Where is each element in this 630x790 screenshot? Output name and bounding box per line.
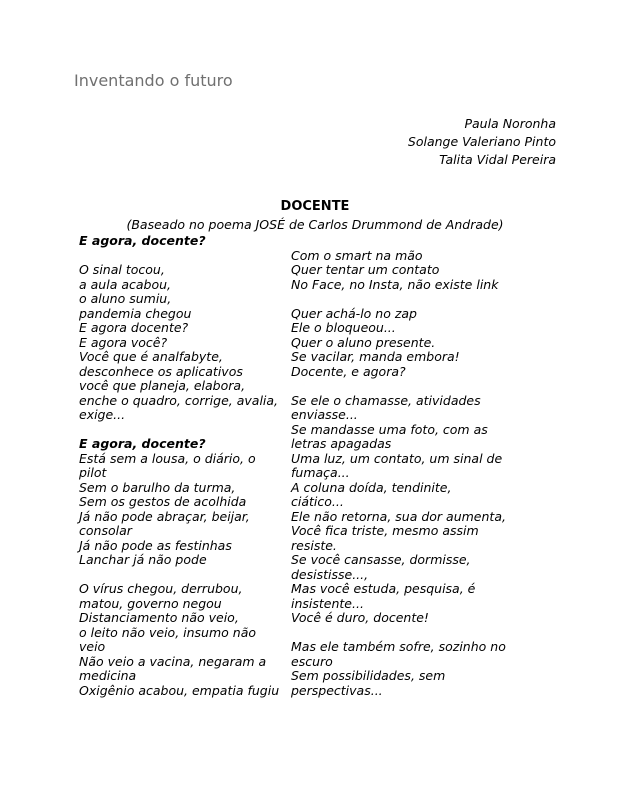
poem-line: No Face, no Insta, não existe link <box>291 276 499 292</box>
poem-line: Se você cansasse, dormisse, <box>291 552 471 567</box>
poem-line: consolar <box>79 523 132 538</box>
poem-line: Você que é analfabyte, <box>79 349 223 364</box>
poem-line: Já não pode as festinhas <box>79 537 232 553</box>
poem-line: Você fica triste, mesmo assim <box>291 523 479 538</box>
poem-line: você que planeja, elabora, <box>79 378 246 393</box>
author-name: Talita Vidal Pereira <box>439 152 556 167</box>
poem-subtitle: (Baseado no poema JOSÉ de Carlos Drummond de Andrade) <box>126 217 504 232</box>
poem-left-column <box>79 234 284 698</box>
poem-line: pandemia chegou <box>79 305 192 321</box>
poem-line: Está sem a lousa, o diário, o <box>79 450 256 466</box>
poem-right-column <box>291 234 516 698</box>
poem-line: veio <box>79 639 106 654</box>
stanza-refrain: E agora, docente? <box>79 436 206 451</box>
poem-line: medicina <box>79 668 137 683</box>
poem-line: matou, governo negou <box>79 595 222 611</box>
poem-line: O sinal tocou, <box>79 262 165 277</box>
poem-line: Com o smart na mão <box>291 247 423 263</box>
poem-line: fumaça... <box>291 465 350 480</box>
poem-line: Sem os gestos de acolhida <box>79 494 247 509</box>
poem-line: enviasse... <box>291 407 358 422</box>
stanza-break <box>291 379 516 394</box>
poem-line: Oxigênio acabou, empatia fugiu <box>79 682 280 698</box>
poem-line: exige... <box>79 407 126 422</box>
poem-line: enche o quadro, corrige, avalia, <box>79 392 279 408</box>
poem-line: Se ele o chamasse, atividades <box>291 392 481 408</box>
poem-line: E agora docente? <box>79 320 189 335</box>
poem-line: Sem possibilidades, sem <box>291 668 446 683</box>
stanza-break <box>79 249 284 264</box>
poem-line: O vírus chegou, derrubou, <box>79 581 243 596</box>
poem-line: Mas você estuda, pesquisa, é <box>291 581 476 596</box>
poem-line: insistente... <box>291 595 364 611</box>
stanza-break <box>291 234 516 249</box>
poem-title: DOCENTE <box>280 199 350 214</box>
poem-line: Quer achá-lo no zap <box>291 305 417 321</box>
stanza-break <box>79 568 284 583</box>
poem-line: Você é duro, docente! <box>291 610 429 625</box>
poem-line: perspectivas... <box>291 682 383 698</box>
stanza-refrain: E agora, docente? <box>79 233 206 248</box>
poem-line: Mas ele também sofre, sozinho no <box>291 639 506 654</box>
poem-line: Ele não retorna, sua dor aumenta, <box>291 508 506 524</box>
stanza-break <box>291 626 516 641</box>
poem-line: Não veio a vacina, negaram a <box>79 653 267 669</box>
poem-line: a aula acabou, <box>79 276 171 292</box>
poem-line: Uma luz, um contato, um sinal de <box>291 450 503 466</box>
poem-line: Quer tentar um contato <box>291 262 440 277</box>
poem-line: Lanchar já não pode <box>79 552 207 567</box>
author-name: Solange Valeriano Pinto <box>407 134 556 149</box>
poem-line: resiste. <box>291 537 337 553</box>
poem-line: Ele o bloqueou... <box>291 320 396 335</box>
poem-line: o leito não veio, insumo não <box>79 624 256 640</box>
stanza-break <box>291 292 516 307</box>
poem-line: Distanciamento não veio, <box>79 610 239 625</box>
poem-line: Docente, e agora? <box>291 363 406 379</box>
poem-line: A coluna doída, tendinite, <box>291 479 452 495</box>
poem-line: desistisse..., <box>291 566 369 582</box>
poem-line: ciático... <box>291 494 344 509</box>
poem-line: desconhece os aplicativos <box>79 363 243 379</box>
authors-block <box>408 115 556 169</box>
poem-line: letras apagadas <box>291 436 392 451</box>
stanza-break <box>79 423 284 438</box>
poem-line: pilot <box>79 465 107 480</box>
poem-line: Quer o aluno presente. <box>291 334 436 350</box>
author-name: Paula Noronha <box>464 116 556 131</box>
poem-line: escuro <box>291 653 333 669</box>
document-header-title: Inventando o futuro <box>74 71 233 90</box>
poem-line: Se mandasse uma foto, com as <box>291 421 488 437</box>
poem-line: E agora você? <box>79 334 168 350</box>
poem-line: Sem o barulho da turma, <box>79 479 236 495</box>
poem-line: Já não pode abraçar, beijar, <box>79 508 250 524</box>
poem-line: o aluno sumiu, <box>79 291 172 306</box>
poem-line: Se vacilar, manda embora! <box>291 349 460 364</box>
